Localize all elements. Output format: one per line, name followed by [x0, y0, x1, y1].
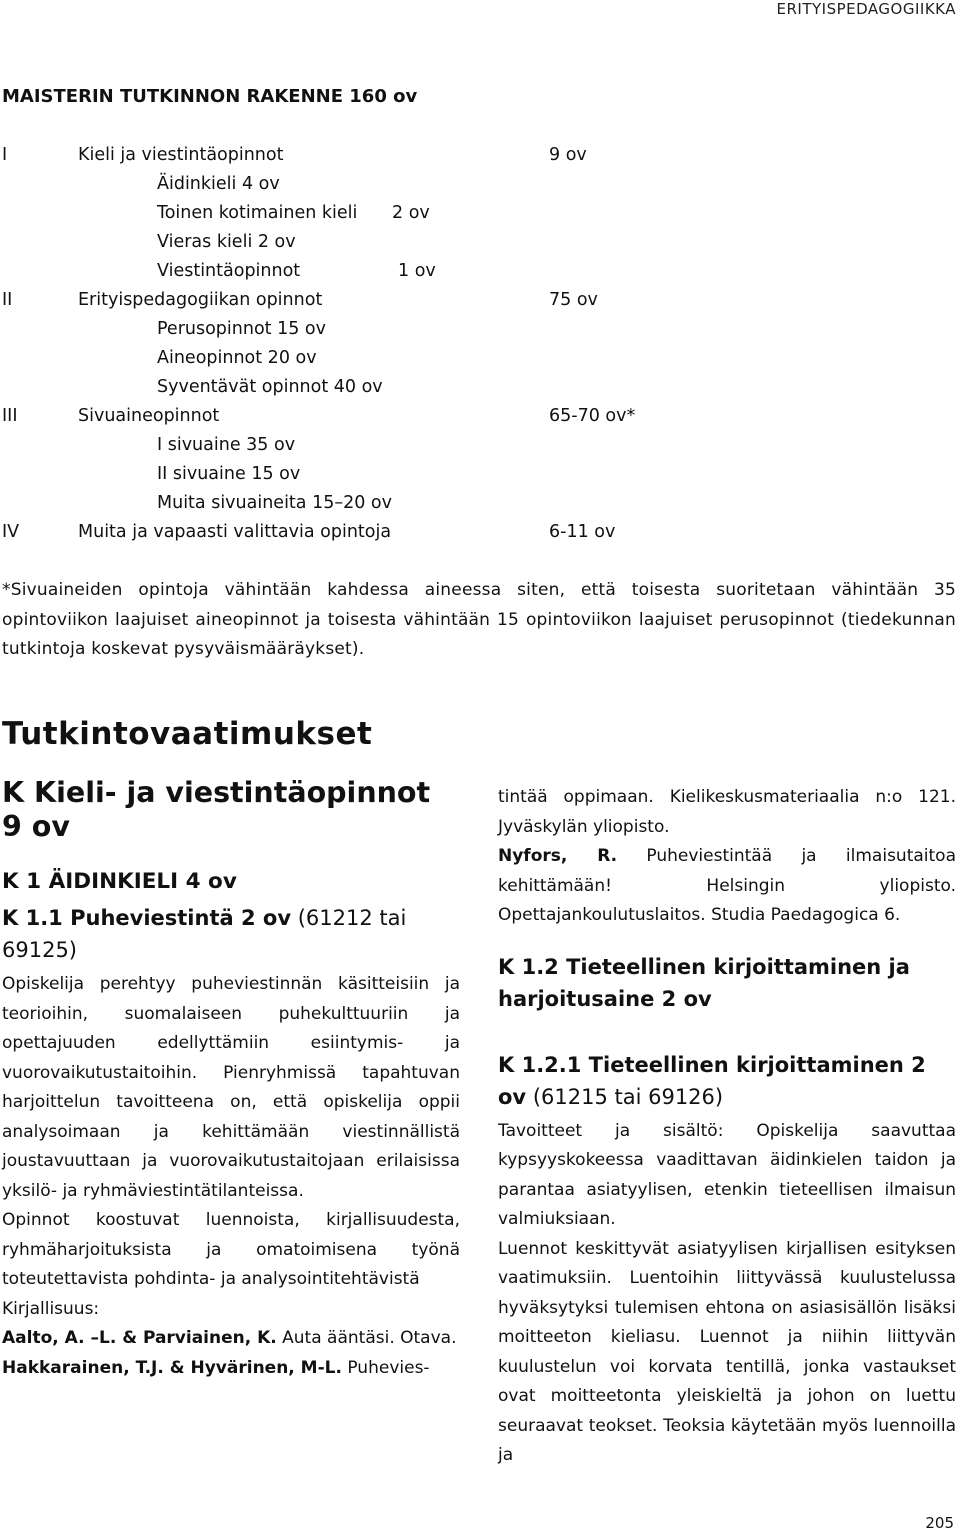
literature-authors: Aalto, A. –L. & Parviainen, K.	[2, 1328, 277, 1348]
k121-code-title: K 1.2.1 Tieteellinen kirjoittaminen 2 ov	[498, 1052, 926, 1109]
row-number: IV	[2, 522, 20, 542]
literature-authors: Nyfors, R.	[498, 846, 618, 866]
literature-entry	[498, 842, 956, 931]
structure-subrow: Äidinkieli 4 ov	[157, 174, 280, 194]
structure-subrow	[157, 203, 430, 232]
structure-subrow: Vieras kieli 2 ov	[157, 232, 296, 252]
structure-title: MAISTERIN TUTKINNON RAKENNE 160 ov	[2, 86, 418, 107]
literature-title: Auta ääntäsi. Otava.	[282, 1328, 457, 1348]
structure-row	[0, 290, 960, 319]
row-number: I	[2, 145, 8, 165]
k1-heading: K 1 ÄIDINKIELI 4 ov	[2, 869, 237, 894]
literature-title: Puhevies-	[347, 1357, 430, 1378]
literature-authors: Hakkarainen, T.J. & Hyvärinen, M-L.	[2, 1357, 342, 1378]
literature-title: Puheviestintää ja ilmaisutaitoa kehittämään! Helsingin yliopisto. Opettajankoulutuslaitos. Studia Paedagogica 6.	[498, 846, 956, 925]
structure-subrow: Muita sivuaineita 15–20 ov	[157, 493, 392, 513]
literature-entry	[2, 1324, 460, 1354]
structure-subrow: I sivuaine 35 ov	[157, 435, 296, 455]
row-number: III	[2, 406, 18, 426]
section-heading-line: 9 ov	[2, 810, 70, 843]
literature-entry	[2, 1354, 460, 1384]
section-heading	[2, 776, 460, 844]
row-label: Kieli ja viestintäopinnot	[78, 145, 284, 165]
row-label: Sivuaineopinnot	[78, 406, 220, 426]
k12-heading: K 1.2 Tieteellinen kirjoittaminen ja harjoitusaine 2 ov	[498, 954, 910, 1011]
running-header: ERITYISPEDAGOGIIKKA	[776, 0, 956, 18]
k121-lectures: Luennot keskittyvät asiatyylisen kirjallisen esityksen vaatimuksiin. Luentoihin liittyvässä kuulustelussa hyväksytyksi tulemisen ehtona on asiasisällön lisäksi moitteeton kieliasu. Luennot ja niihin liittyvän kuulustelun voi korvata tentillä, jonka vastaukset ovat moitteetonta yleiskieltä ja johon on luettu seuraavat teokset. Teoksia käytetään myös luennoilla ja	[498, 1238, 956, 1465]
k121-codes: (61215 tai 69126)	[532, 1084, 724, 1109]
row-label: Erityispedagogiikan opinnot	[78, 290, 323, 310]
row-label: Muita ja vapaasti valittavia opintoja	[78, 522, 392, 542]
left-column	[2, 776, 460, 1383]
subrow-label: Viestintäopinnot	[157, 261, 301, 281]
row-number: II	[2, 290, 13, 310]
structure-subrow: II sivuaine 15 ov	[157, 464, 301, 484]
k121-heading	[498, 1049, 956, 1113]
structure-subrow: Perusopinnot 15 ov	[157, 319, 326, 339]
structure-row	[0, 406, 960, 435]
section-heading-line: K Kieli- ja viestintäopinnot	[2, 776, 431, 809]
requirements-title: Tutkintovaatimukset	[2, 716, 373, 752]
subrow-value: 2 ov	[392, 203, 430, 223]
k11-description: Opiskelija perehtyy puheviestinnän käsitteisiin ja teorioihin, suomalaiseen puhekulttuuriin ja opettajuuden edellyttämiin esiintymis- ja vuorovaikutustaitoihin. Pienryhmissä tapahtuvan harjoittelun tavoitteena on, että opiskelija oppii analysoimaan ja kehittämään viestinnällistä joustavuuttaan ja vuorovaikutustaitojaan erilaisissa yksilö- ja ryhmäviestintätilanteissa.	[2, 974, 460, 1201]
row-value: 6-11 ov	[549, 522, 616, 542]
subrow-value: 1 ov	[398, 261, 436, 281]
row-value: 65-70 ov*	[549, 406, 636, 426]
literature-label: Kirjallisuus:	[2, 1298, 100, 1319]
structure-subrow	[157, 261, 457, 290]
row-value: 75 ov	[549, 290, 598, 310]
k11-codes: (61212 tai 69125)	[2, 906, 407, 962]
k11-heading	[2, 902, 460, 966]
structure-subrow: Aineopinnot 20 ov	[157, 348, 317, 368]
structure-row	[0, 145, 960, 174]
k11-method: Opinnot koostuvat luennoista, kirjallisuudesta, ryhmäharjoituksista ja omatoimisena työnä toteutettavista pohdinta- ja analysointitehtävistä	[2, 1210, 460, 1289]
page-number: 205	[925, 1514, 954, 1532]
k121-goals: Tavoitteet ja sisältö: Opiskelija saavuttaa kypsyyskokeessa vaadittavan äidinkielen taidon ja parantaa asiatyylisen, etenkin tieteellisen ilmaisun valmiuksiaan.	[498, 1120, 956, 1229]
row-value: 9 ov	[549, 145, 587, 165]
structure-row	[0, 522, 960, 551]
subrow-label: Toinen kotimainen kieli	[157, 203, 358, 223]
structure-footnote: *Sivuaineiden opintoja vähintään kahdessa aineessa siten, että toisesta suoritetaan vähintään 35 opintoviikon laajuiset aineopinnot ja toisesta vähintään 15 opintoviikon laajuiset perusopinnot (tiedekunnan tutkintoja koskevat pysyväismääräykset).	[2, 580, 956, 659]
k11-code-title: K 1.1 Puheviestintä 2 ov	[2, 906, 292, 930]
right-column	[498, 783, 956, 1471]
literature-continued: tintää oppimaan. Kielikeskusmateriaalia n:o 121. Jyväskylän yliopisto.	[498, 787, 956, 837]
structure-subrow: Syventävät opinnot 40 ov	[157, 377, 383, 397]
